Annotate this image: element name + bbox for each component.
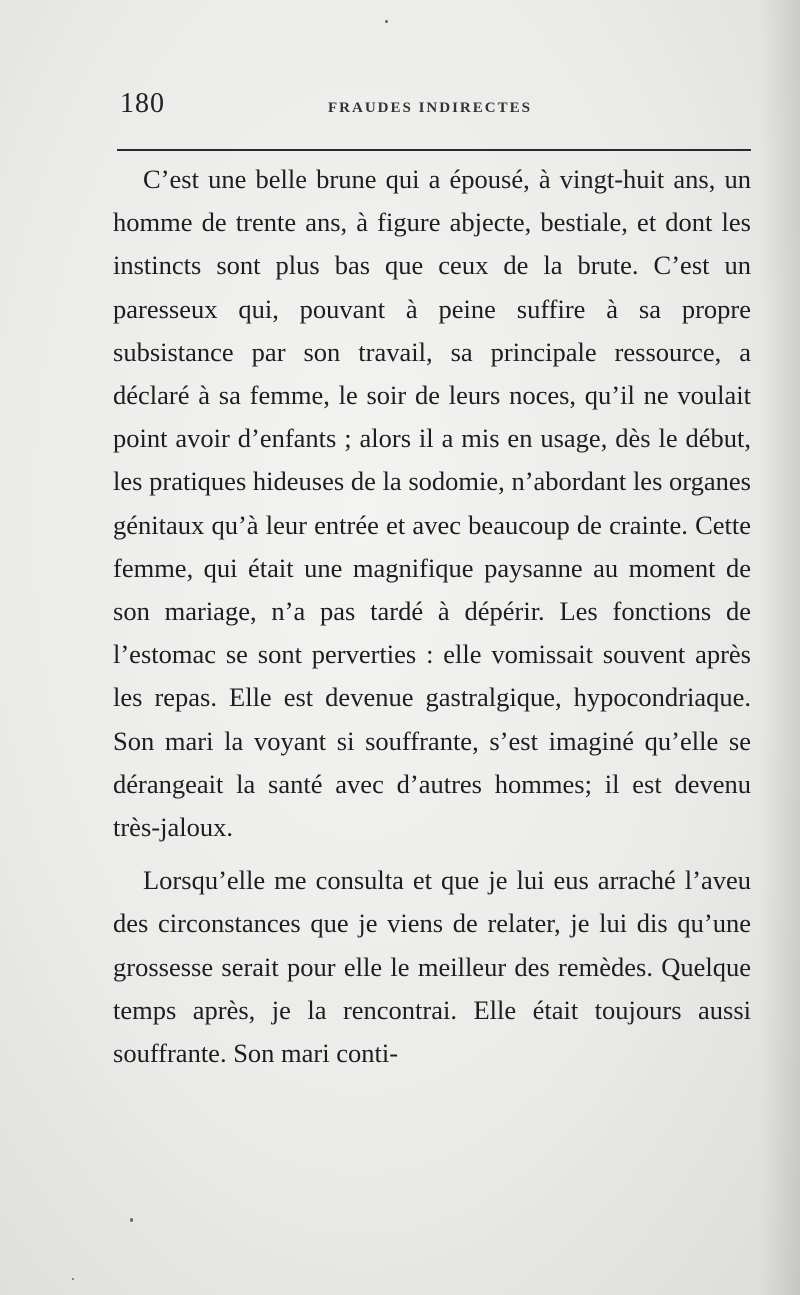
header-rule	[117, 149, 751, 151]
ink-speck	[72, 1278, 74, 1280]
paragraph-1: C’est une belle brune qui a épousé, à vingt-huit ans, un homme de trente ans, à figure abjecte, bestiale, et dont les instincts sont plus bas que ceux de la brute. C’est un paresseux qui, pouvant à peine suffire à sa propre subsistance par son travail, sa principale ressource, a déclaré à sa femme, le soir de leurs noces, qu’il ne voulait point avoir d’enfants ; alors il a mis en usage, dès le début, les pratiques hideuses de la sodomie, n’abordant les organes génitaux qu’à leur entrée et avec beaucoup de crainte. Cette femme, qui était une magnifique paysanne au moment de son mariage, n’a pas tardé à dépérir. Les fonctions de l’estomac se sont perverties : elle vomissait souvent après les repas. Elle est devenue gastralgique, hypocondriaque. Son mari la voyant si souffrante, s’est imaginé qu’elle se dérangeait la santé avec d’autres hommes; il est devenu très-jaloux.	[113, 164, 751, 843]
page-edge-shadow	[760, 0, 800, 1295]
page-header	[118, 88, 750, 128]
ink-speck	[130, 1218, 133, 1222]
body-text	[113, 158, 751, 1075]
paragraph-2: Lorsqu’elle me consulta et que je lui eus arraché l’aveu des circonstances que je viens de relater, je lui dis qu’une grossesse serait pour elle le meilleur des remèdes. Quelque temps après, je la rencontrai. Elle était toujours aussi souffrante. Son mari conti-	[113, 865, 751, 1069]
running-head: FRAUDES INDIRECTES	[328, 100, 532, 116]
ink-speck	[385, 20, 388, 23]
page-number: 180	[120, 88, 165, 119]
